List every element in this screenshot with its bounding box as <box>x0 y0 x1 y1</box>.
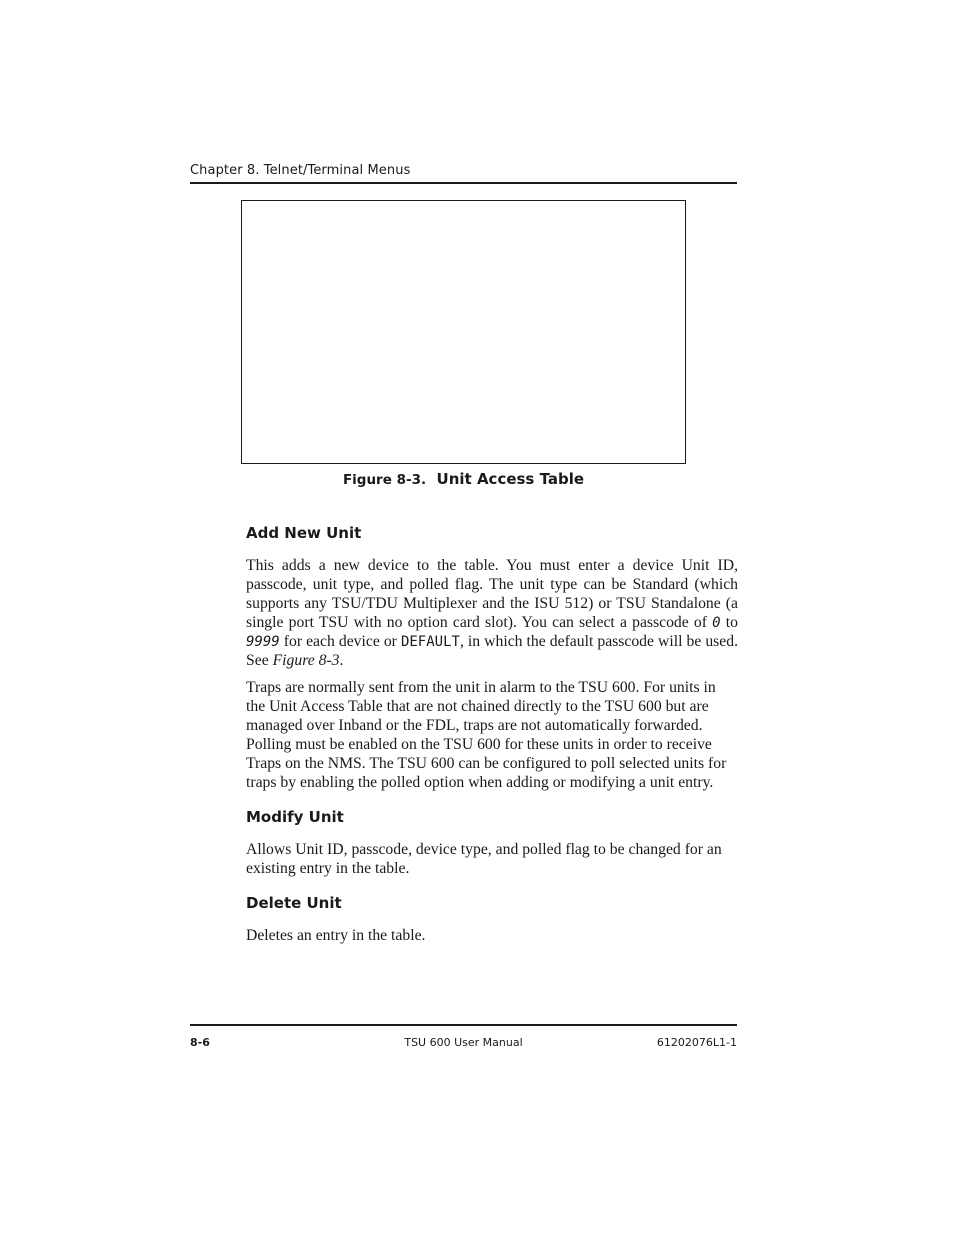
paragraph-add-new-unit-2: Traps are normally sent from the unit in alarm to the TSU 600. For units in the Unit Access Table that are not chained directly to the TSU 600 but are managed over Inband or the FDL, traps are not automatically forwarded. Polling must be enabled on the TSU 600 for these units in order to receive Traps on the NMS. The TSU 600 can be configured to poll selected units for traps by enabling the polled option when adding or modifying a unit entry. <box>246 679 727 791</box>
page-number: 8-6 <box>190 1036 210 1049</box>
text-span: . <box>339 651 344 669</box>
code-passcode-min: 0 <box>712 614 721 631</box>
heading-add-new-unit: Add New Unit <box>246 524 362 542</box>
code-default: DEFAULT <box>400 633 460 650</box>
text-span: for each device or <box>279 632 401 650</box>
paragraph-delete-unit: Deletes an entry in the table. <box>246 926 426 944</box>
code-passcode-max: 9999 <box>246 633 280 650</box>
chapter-header: Chapter 8. Telnet/Terminal Menus <box>190 163 411 178</box>
text-span: to <box>720 613 738 631</box>
figure-caption <box>241 470 686 488</box>
manual-title: TSU 600 User Manual <box>404 1036 523 1049</box>
figure-title: Unit Access Table <box>436 470 585 488</box>
text-span: , in which the default passcode will be used. See <box>246 632 738 669</box>
heading-modify-unit: Modify Unit <box>246 807 344 826</box>
header-rule <box>190 182 737 184</box>
figure-frame <box>241 200 686 464</box>
figure-reference-link: Figure 8-3 <box>272 651 340 669</box>
footer-rule <box>190 1024 737 1026</box>
text-span: This adds a new device to the table. You must enter a device Unit ID, passcode, unit type, and polled flag. The unit type can be Standard (which supports any TSU/TDU Multiplexer and the ISU 512) or TSU Standalone (a single port TSU with no option card slot). You can select a passcode of <box>246 557 738 631</box>
part-number: 61202076L1-1 <box>656 1036 737 1049</box>
heading-delete-unit: Delete Unit <box>246 893 342 912</box>
paragraph-add-new-unit-1 <box>246 557 738 670</box>
figure-number: Figure 8-3. <box>342 472 427 488</box>
body-content <box>246 522 738 946</box>
paragraph-modify-unit: Allows Unit ID, passcode, device type, and polled flag to be changed for an existing entry in the table. <box>246 840 722 877</box>
